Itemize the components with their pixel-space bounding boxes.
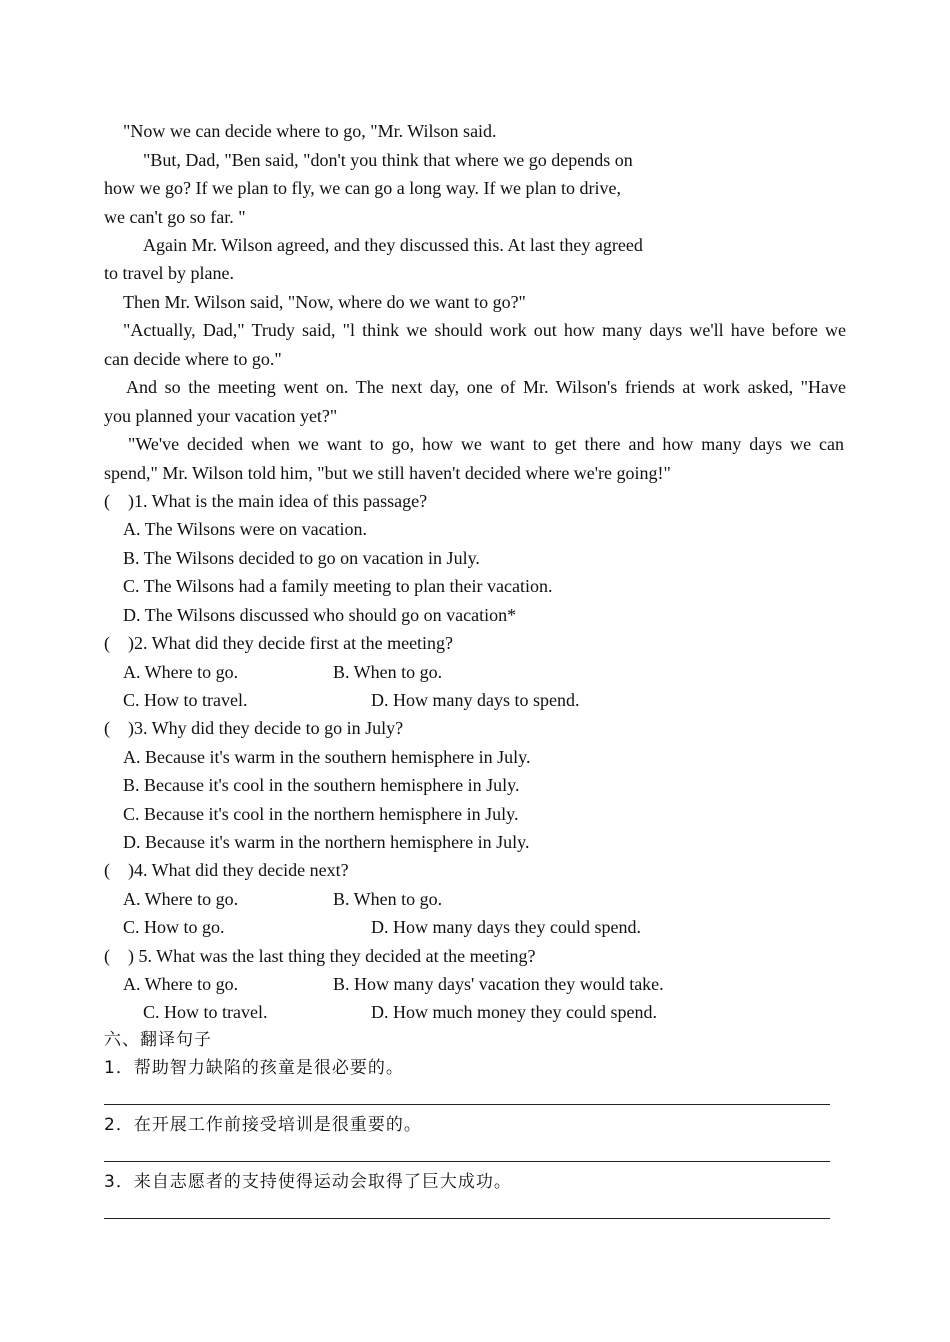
option-b: B. When to go. <box>333 662 443 682</box>
passage-line: how we go? If we plan to fly, we can go a long way. If we plan to drive, <box>104 178 621 198</box>
passage-line: "We've decided when we want to go, how we want to get there and how many days we can <box>128 434 844 454</box>
option-d: D. How many days they could spend. <box>371 917 641 937</box>
option-c: C. How to travel. <box>143 1002 268 1022</box>
option-a: A. Where to go. <box>123 662 239 682</box>
translation-item: 2．在开展工作前接受培训是很重要的。 <box>104 1115 422 1135</box>
passage-line: "Now we can decide where to go, "Mr. Wilson said. <box>123 121 497 141</box>
option-a: A. Because it's warm in the southern hemisphere in July. <box>123 747 531 767</box>
question-stem: ( )4. What did they decide next? <box>104 860 349 880</box>
passage-line: can decide where to go." <box>104 349 282 369</box>
option-a: A. Where to go. <box>123 974 239 994</box>
passage-line: Again Mr. Wilson agreed, and they discussed this. At last they agreed <box>143 235 643 255</box>
section-heading: 六、翻译句子 <box>104 1030 212 1050</box>
passage-line: Then Mr. Wilson said, "Now, where do we want to go?" <box>123 292 526 312</box>
question-stem: ( )3. Why did they decide to go in July? <box>104 718 404 738</box>
option-a: A. The Wilsons were on vacation. <box>123 519 368 539</box>
passage-line: to travel by plane. <box>104 263 234 283</box>
answer-line[interactable] <box>104 1218 830 1219</box>
option-c: C. Because it's cool in the northern hemisphere in July. <box>123 804 519 824</box>
option-b: B. Because it's cool in the southern hemisphere in July. <box>123 775 520 795</box>
answer-line[interactable] <box>104 1104 830 1105</box>
option-d: D. How much money they could spend. <box>371 1002 657 1022</box>
passage-line: we can't go so far. " <box>104 207 246 227</box>
answer-line[interactable] <box>104 1161 830 1162</box>
option-c: C. How to go. <box>123 917 225 937</box>
option-b: B. How many days' vacation they would take. <box>333 974 664 994</box>
passage-line: you planned your vacation yet?" <box>104 406 338 426</box>
option-d: D. Because it's warm in the northern hemisphere in July. <box>123 832 530 852</box>
question-stem: ( )2. What did they decide first at the meeting? <box>104 633 454 653</box>
passage-line: And so the meeting went on. The next day, one of Mr. Wilson's friends at work asked, "Have <box>126 377 846 397</box>
passage-line: "But, Dad, "Ben said, "don't you think that where we go depends on <box>143 150 633 170</box>
translation-item: 1．帮助智力缺陷的孩童是很必要的。 <box>104 1058 404 1078</box>
passage-line: "Actually, Dad," Trudy said, "l think we should work out how many days we'll have before we <box>123 320 846 340</box>
translation-item: 3．来自志愿者的支持使得运动会取得了巨大成功。 <box>104 1172 512 1192</box>
passage-line: spend," Mr. Wilson told him, "but we still haven't decided where we're going!" <box>104 463 671 483</box>
option-d: D. The Wilsons discussed who should go on vacation* <box>123 605 517 625</box>
option-b: B. The Wilsons decided to go on vacation in July. <box>123 548 480 568</box>
option-a: A. Where to go. <box>123 889 239 909</box>
option-b: B. When to go. <box>333 889 443 909</box>
question-stem: ( ) 5. What was the last thing they decided at the meeting? <box>104 946 536 966</box>
option-d: D. How many days to spend. <box>371 690 580 710</box>
option-c: C. How to travel. <box>123 690 248 710</box>
question-stem: ( )1. What is the main idea of this passage? <box>104 491 428 511</box>
option-c: C. The Wilsons had a family meeting to plan their vacation. <box>123 576 553 596</box>
